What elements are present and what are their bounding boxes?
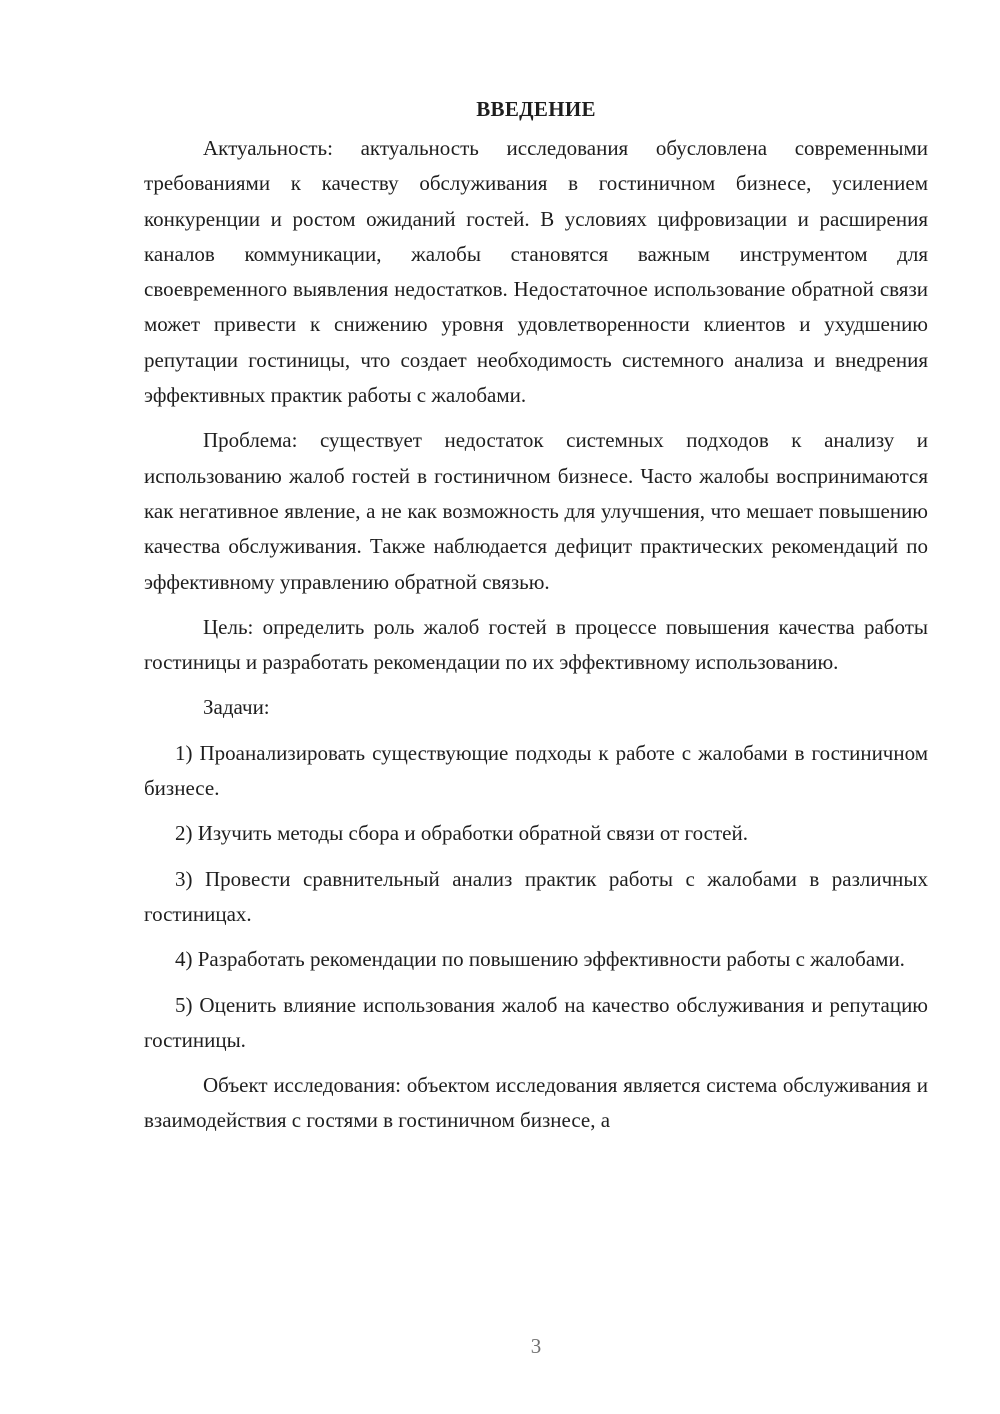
object-paragraph: Объект исследования: объектом исследования является система обслуживания и взаимодействия с гостями в гостиничном бизнесе, а — [144, 1073, 928, 1133]
task-item-3: 3) Провести сравнительный анализ практик работы с жалобами в различных гостиницах. — [144, 866, 928, 926]
task-item-4: 4) Разработать рекомендации по повышению эффективности работы с жалобами. — [175, 947, 905, 972]
goal-paragraph: Цель: определить роль жалоб гостей в процессе повышения качества работы гостиницы и разработать рекомендации по их эффективному использованию. — [144, 614, 928, 675]
page-number: 3 — [530, 1334, 542, 1358]
task-item-1: 1) Проанализировать существующие подходы к работе с жалобами в гостиничном бизнесе. — [144, 740, 928, 801]
task-item-5: 5) Оценить влияние использования жалоб на качество обслуживания и репутацию гостиницы. — [144, 992, 928, 1052]
page-title: ВВЕДЕНИЕ — [476, 97, 596, 121]
page-content — [144, 92, 928, 1139]
relevance-paragraph: Актуальность: актуальность исследования обусловлена современными требованиями к качеству обслуживания в гостиничном бизнесе, усилением конкуренции и ростом ожиданий гостей. В условиях цифровизации и расширения каналов коммуникации, жалобы становятся важным инструментом для своевременного выявления недостатков. Недостаточное использование обратной связи может привести к снижению уровня удовлетворенности клиентов и ухудшению репутации гостиницы, что создает необходимость системного анализа и внедрения эффективных практик работы с жалобами. — [144, 136, 928, 408]
task-item-2: 2) Изучить методы сбора и обработки обратной связи от гостей. — [175, 821, 748, 846]
tasks-heading: Задачи: — [203, 695, 270, 720]
problem-paragraph: Проблема: существует недостаток системных подходов к анализу и использованию жалоб гостей в гостиничном бизнесе. Часто жалобы воспринимаются как негативное явление, а не как возможность для улучшения, что мешает повышению качества обслуживания. Также наблюдается дефицит практических рекомендаций по эффективному управлению обратной связью. — [144, 428, 928, 594]
